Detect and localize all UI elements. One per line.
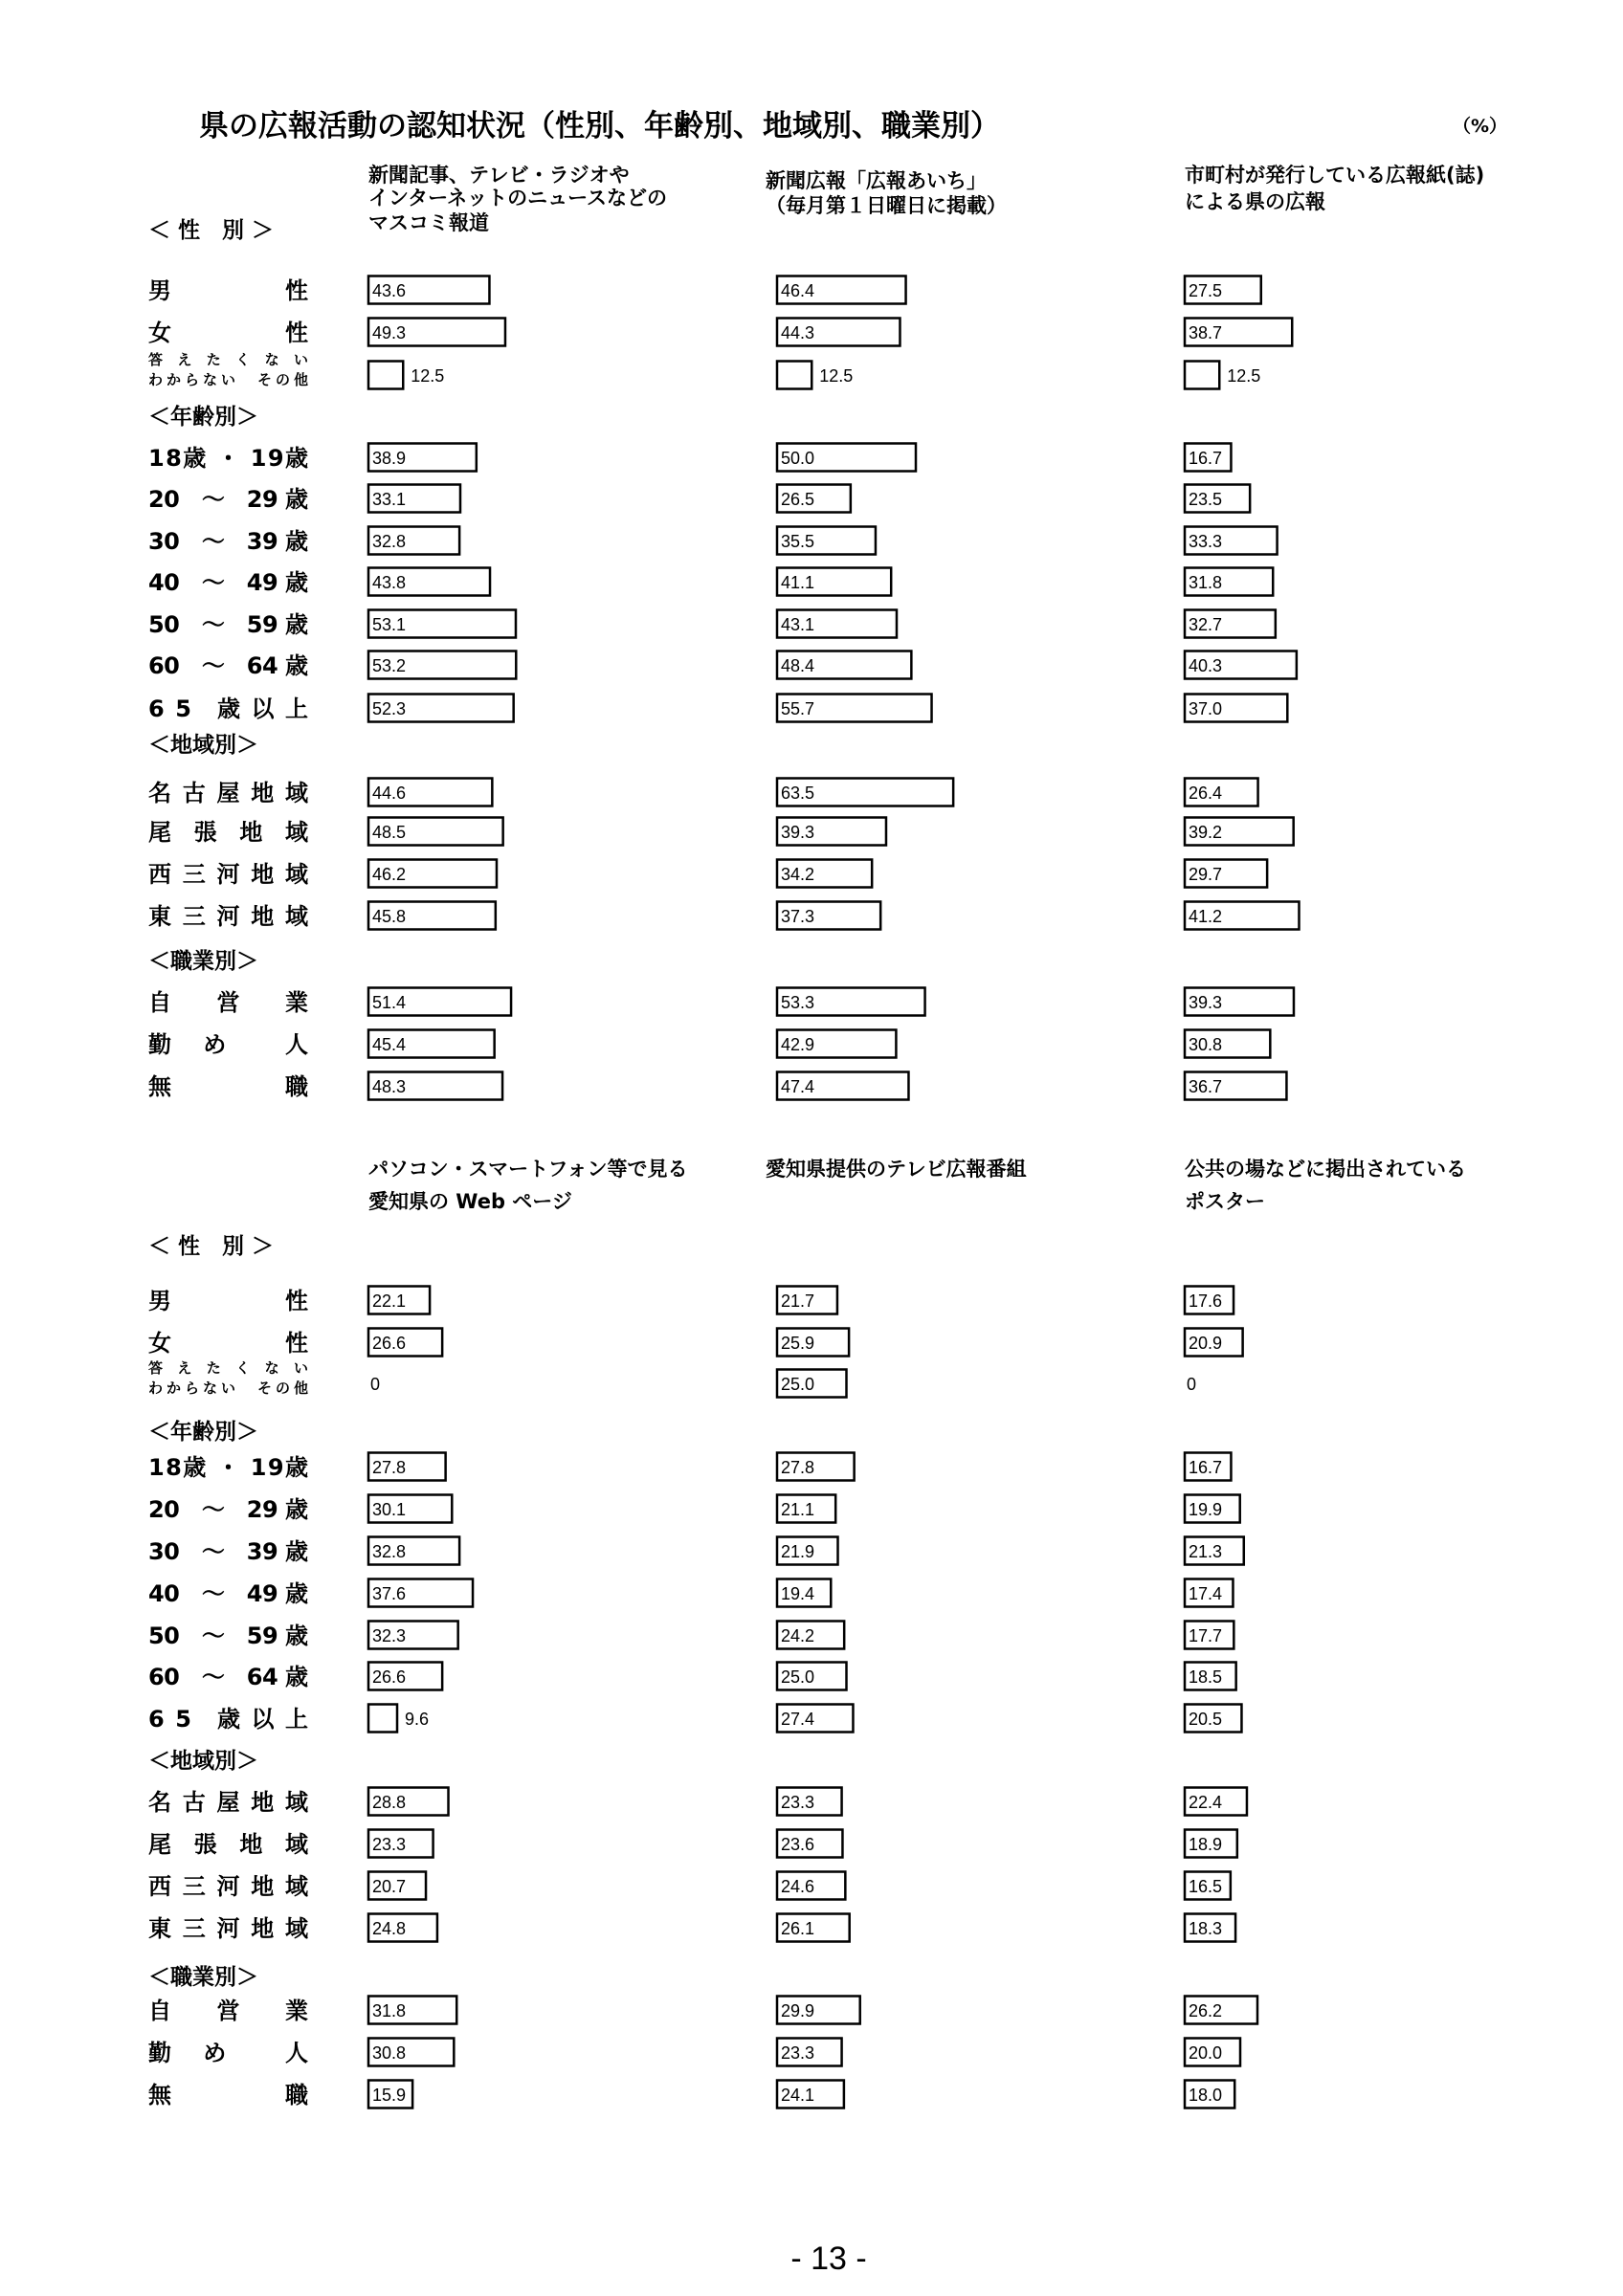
data-label-male: 27.5 (1189, 281, 1223, 300)
row-label-nagoya: 名 古 屋 地 域 (148, 1789, 308, 1816)
data-label-a65: 55.7 (781, 699, 815, 718)
row-label-a40: 40 ～ 49 歳 (148, 569, 308, 596)
data-label-a18: 27.8 (372, 1458, 407, 1477)
row-label-other: 答えたくない (148, 1359, 308, 1377)
row-label-higashimikawa: 東 三 河 地 域 (148, 1915, 308, 1942)
row-label-unemployed: 無 職 (148, 1073, 308, 1100)
data-label-employed: 20.0 (1189, 2043, 1223, 2063)
column-title-line: 市町村が発行している広報紙(誌) (1185, 164, 1485, 187)
column-title-line: 新聞広報「広報あいち」 (766, 169, 987, 192)
row-label-a60: 60 ～ 64 歳 (148, 1664, 308, 1690)
data-label-a60: 40.3 (1189, 656, 1223, 675)
column-title-line: 愛知県提供のテレビ広報番組 (766, 1158, 1027, 1181)
data-label-female: 20.9 (1189, 1334, 1223, 1353)
data-label-higashimikawa: 41.2 (1189, 907, 1223, 926)
group-label-job: ＜職業別＞ (148, 1965, 258, 1990)
data-label-female: 44.3 (781, 323, 815, 342)
data-label-a65: 37.0 (1189, 699, 1223, 718)
data-label-higashimikawa: 18.3 (1189, 1919, 1223, 1938)
row-label-female: 女 性 (148, 1330, 308, 1357)
data-label-nishimikawa: 24.6 (781, 1877, 815, 1896)
bar-other (1185, 362, 1219, 389)
data-label-a30: 33.3 (1189, 532, 1223, 551)
data-label-a20: 23.5 (1189, 490, 1223, 509)
bar-other (368, 362, 403, 389)
data-label-male: 46.4 (781, 281, 815, 300)
data-label-male: 21.7 (781, 1292, 815, 1311)
data-label-owari: 23.6 (781, 1835, 815, 1854)
row-label-other: 答えたくない (148, 351, 308, 368)
data-label-employed: 42.9 (781, 1035, 815, 1054)
data-label-nishimikawa: 46.2 (372, 865, 407, 884)
data-label-female: 25.9 (781, 1334, 815, 1353)
data-label-a20: 30.1 (372, 1500, 407, 1519)
data-label-a40: 19.4 (781, 1584, 815, 1603)
data-label-self: 26.2 (1189, 2001, 1223, 2020)
row-label-employed: 勤 め 人 (148, 2040, 308, 2066)
data-label-higashimikawa: 24.8 (372, 1919, 407, 1938)
data-label-unemployed: 15.9 (372, 2086, 407, 2105)
data-label-unemployed: 47.4 (781, 1077, 815, 1096)
column-title-line: ポスター (1185, 1190, 1265, 1213)
data-label-nagoya: 44.6 (372, 784, 407, 803)
column-title-line: 公共の場などに掲出されている (1185, 1158, 1466, 1181)
group-label-sex: ＜ 性 別 ＞ (148, 218, 275, 243)
page-title: 県の広報活動の認知状況（性別、年齢別、地域別、職業別） (199, 109, 1000, 144)
row-label-female: 女 性 (148, 320, 308, 346)
data-label-a60: 25.0 (781, 1667, 815, 1687)
data-label-a30: 32.8 (372, 1542, 407, 1561)
data-label-a40: 31.8 (1189, 573, 1223, 592)
data-label-employed: 45.4 (372, 1035, 407, 1054)
data-label-male: 22.1 (372, 1292, 407, 1311)
row-label-other-line2: わからない その他 (148, 371, 308, 388)
data-label-owari: 23.3 (372, 1835, 407, 1854)
data-label-nagoya: 26.4 (1189, 784, 1223, 803)
data-label-nishimikawa: 20.7 (372, 1877, 407, 1896)
data-label-a18: 50.0 (781, 449, 815, 468)
data-label-a50: 24.2 (781, 1626, 815, 1645)
row-label-self: 自 営 業 (148, 1998, 308, 2024)
data-label-a50: 32.7 (1189, 615, 1223, 634)
bar-other (777, 362, 812, 389)
group-label-sex: ＜ 性 別 ＞ (148, 1234, 275, 1259)
data-label-a18: 38.9 (372, 449, 407, 468)
data-label-owari: 48.5 (372, 823, 407, 842)
group-label-job: ＜職業別＞ (148, 949, 258, 974)
data-label-other: 12.5 (1227, 366, 1261, 386)
data-label-a60: 26.6 (372, 1667, 407, 1687)
row-label-other-line2: わからない その他 (148, 1380, 308, 1397)
data-label-self: 29.9 (781, 2001, 815, 2020)
data-label-higashimikawa: 26.1 (781, 1919, 815, 1938)
data-label-a65: 52.3 (372, 699, 407, 718)
data-label-unemployed: 18.0 (1189, 2086, 1223, 2105)
column-title-line: パソコン・スマートフォン等で見る (368, 1158, 688, 1181)
group-label-age: ＜年齢別＞ (148, 405, 258, 430)
row-label-self: 自 営 業 (148, 989, 308, 1016)
data-label-other: 0 (1187, 1375, 1197, 1394)
data-label-a60: 53.2 (372, 656, 407, 675)
column-title-line: 新聞記事、テレビ・ラジオや (368, 164, 630, 187)
row-label-a30: 30 ～ 39 歳 (148, 528, 308, 555)
data-label-nagoya: 22.4 (1189, 1793, 1223, 1812)
row-label-a30: 30 ～ 39 歳 (148, 1538, 308, 1565)
data-label-a40: 17.4 (1189, 1584, 1223, 1603)
row-label-a40: 40 ～ 49 歳 (148, 1580, 308, 1607)
data-label-other: 25.0 (781, 1375, 815, 1394)
data-label-a30: 21.3 (1189, 1542, 1223, 1561)
data-label-a50: 17.7 (1189, 1626, 1223, 1645)
data-label-employed: 30.8 (1189, 1035, 1223, 1054)
data-label-nagoya: 23.3 (781, 1793, 815, 1812)
row-label-a60: 60 ～ 64 歳 (148, 652, 308, 679)
data-label-owari: 39.2 (1189, 823, 1223, 842)
column-title-line: （毎月第１日曜日に掲載） (766, 194, 1007, 217)
row-label-unemployed: 無 職 (148, 2082, 308, 2108)
data-label-female: 26.6 (372, 1334, 407, 1353)
data-label-a20: 26.5 (781, 490, 815, 509)
data-label-higashimikawa: 37.3 (781, 907, 815, 926)
row-label-owari: 尾 張 地 域 (148, 1831, 308, 1858)
group-label-region: ＜地域別＞ (148, 733, 258, 758)
data-label-female: 38.7 (1189, 323, 1223, 342)
row-label-male: 男 性 (148, 1288, 308, 1314)
row-label-nishimikawa: 西 三 河 地 域 (148, 1873, 308, 1900)
data-label-owari: 39.3 (781, 823, 815, 842)
row-label-higashimikawa: 東 三 河 地 域 (148, 903, 308, 930)
data-label-a40: 37.6 (372, 1584, 407, 1603)
group-label-region: ＜地域別＞ (148, 1749, 258, 1774)
data-label-other: 0 (370, 1375, 381, 1394)
row-label-owari: 尾 張 地 域 (148, 819, 308, 846)
row-label-nagoya: 名 古 屋 地 域 (148, 780, 308, 806)
data-label-self: 53.3 (781, 993, 815, 1012)
data-label-a20: 33.1 (372, 490, 407, 509)
row-label-a20: 20 ～ 29 歳 (148, 486, 308, 513)
data-label-a20: 19.9 (1189, 1500, 1223, 1519)
group-label-age: ＜年齢別＞ (148, 1420, 258, 1445)
data-label-unemployed: 36.7 (1189, 1077, 1223, 1096)
data-label-a18: 16.7 (1189, 449, 1223, 468)
row-label-male: 男 性 (148, 277, 308, 304)
row-label-a18: 18歳 ・ 19歳 (148, 445, 308, 472)
data-label-a30: 35.5 (781, 532, 815, 551)
data-label-nagoya: 28.8 (372, 1793, 407, 1812)
data-label-self: 39.3 (1189, 993, 1223, 1012)
data-label-other: 12.5 (819, 366, 854, 386)
data-label-nishimikawa: 34.2 (781, 865, 815, 884)
data-label-a50: 43.1 (781, 615, 815, 634)
bar-a65 (368, 1705, 397, 1733)
data-label-unemployed: 24.1 (781, 2086, 815, 2105)
data-label-a30: 21.9 (781, 1542, 815, 1561)
data-label-a60: 48.4 (781, 656, 815, 675)
data-label-a50: 32.3 (372, 1626, 407, 1645)
unit-label: （%） (1453, 116, 1508, 137)
row-label-a50: 50 ～ 59 歳 (148, 611, 308, 638)
row-label-a65: 6 5 歳 以 上 (148, 1706, 308, 1733)
data-label-a50: 53.1 (372, 615, 407, 634)
data-label-a60: 18.5 (1189, 1667, 1223, 1687)
data-label-employed: 23.3 (781, 2043, 815, 2063)
data-label-nishimikawa: 29.7 (1189, 865, 1223, 884)
data-label-a18: 27.8 (781, 1458, 815, 1477)
column-title-line: マスコミ報道 (368, 211, 489, 234)
data-label-a65: 9.6 (405, 1710, 430, 1729)
data-label-self: 51.4 (372, 993, 407, 1012)
data-label-a40: 41.1 (781, 573, 815, 592)
row-label-a65: 6 5 歳 以 上 (148, 695, 308, 722)
data-label-higashimikawa: 45.8 (372, 907, 407, 926)
column-title-line: 愛知県の Web ページ (368, 1190, 572, 1213)
data-label-employed: 30.8 (372, 2043, 407, 2063)
data-label-nishimikawa: 16.5 (1189, 1877, 1223, 1896)
data-label-nagoya: 63.5 (781, 784, 815, 803)
row-label-a20: 20 ～ 29 歳 (148, 1496, 308, 1523)
column-title-line: による県の広報 (1185, 190, 1325, 213)
data-label-a40: 43.8 (372, 573, 407, 592)
data-label-male: 43.6 (372, 281, 407, 300)
row-label-a50: 50 ～ 59 歳 (148, 1623, 308, 1649)
data-label-female: 49.3 (372, 323, 407, 342)
data-label-a30: 32.8 (372, 532, 407, 551)
data-label-a65: 27.4 (781, 1710, 815, 1729)
data-label-unemployed: 48.3 (372, 1077, 407, 1096)
column-title-line: インターネットのニュースなどの (368, 187, 668, 210)
row-label-employed: 勤 め 人 (148, 1031, 308, 1058)
data-label-male: 17.6 (1189, 1292, 1223, 1311)
data-label-self: 31.8 (372, 2001, 407, 2020)
row-label-nishimikawa: 西 三 河 地 域 (148, 861, 308, 888)
page-number: - 13 - (790, 2241, 867, 2277)
data-label-a65: 20.5 (1189, 1710, 1223, 1729)
data-label-owari: 18.9 (1189, 1835, 1223, 1854)
data-label-a20: 21.1 (781, 1500, 815, 1519)
data-label-a18: 16.7 (1189, 1458, 1223, 1477)
row-label-a18: 18歳 ・ 19歳 (148, 1454, 308, 1481)
data-label-other: 12.5 (411, 366, 445, 386)
